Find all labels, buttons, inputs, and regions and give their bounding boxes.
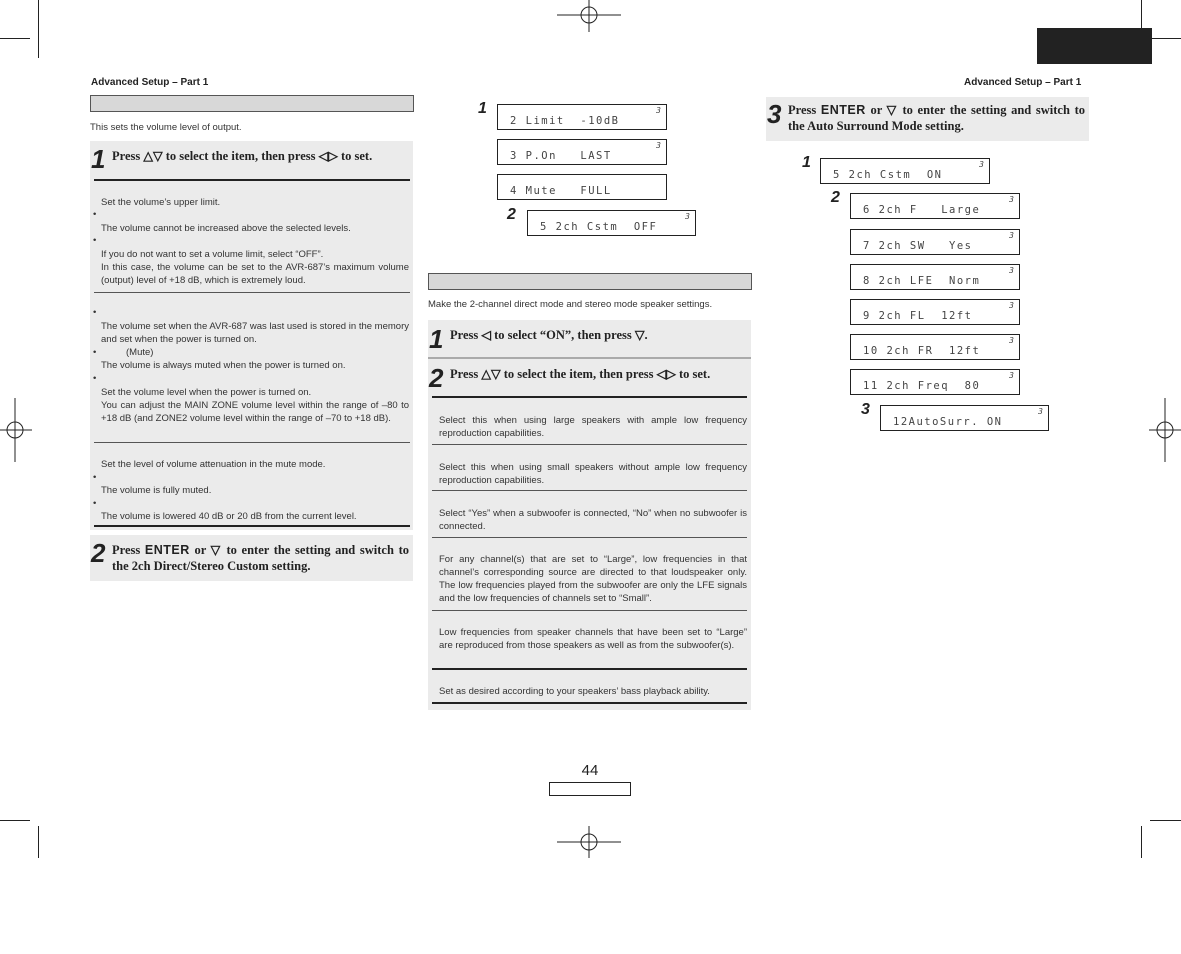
limit-option-text: If you do not want to set a volume limit, select “OFF”. xyxy=(101,249,324,260)
crop-mark xyxy=(38,0,39,58)
left-step2-text: Press ENTER or ▽ to enter the setting and switch to the 2ch Direct/Stereo Custom setting. xyxy=(112,543,409,573)
lcd-display: 10 2ch FR 12ft 3 xyxy=(850,334,1020,360)
divider xyxy=(94,525,410,527)
power-on-option-label: (Mute) xyxy=(126,347,154,358)
power-on-option-text: You can adjust the MAIN ZONE volume level within the range of –80 to +18 dB (and ZONE2 volume level within the range of –70 to +18 dB). xyxy=(101,400,409,424)
page-header-left: Advanced Setup – Part 1 xyxy=(91,77,209,88)
step-number: 1 xyxy=(91,144,106,174)
power-on-option-text: The volume set when the AVR-687 was last used is stored in the memory and set when the power is turned on. xyxy=(101,321,409,345)
registration-mark-icon xyxy=(0,398,32,462)
limit-option-text: The volume cannot be increased above the selected levels. xyxy=(101,223,351,234)
lcd-display: 12AutoSurr. ON 3 xyxy=(880,405,1049,431)
step-number: 2 xyxy=(91,538,106,568)
step-number: 1 xyxy=(429,324,444,354)
bullet-icon: • xyxy=(93,209,97,220)
down-arrow-icon: ▽ xyxy=(210,543,222,557)
display-step-label: 1 xyxy=(802,154,811,171)
right-arrow-icon: ▷ xyxy=(666,367,676,381)
middle-step1-text: Press ◁ to select “ON”, then press ▽. xyxy=(450,328,648,342)
crop-mark xyxy=(0,38,30,39)
lcd-display: 5 2ch Cstm ON 3 xyxy=(820,158,990,184)
left-step1-text: Press △▽ to select the item, then press ◁▷ to set. xyxy=(112,149,373,163)
lcd-display: 6 2ch F Large 3 xyxy=(850,193,1020,219)
crop-mark xyxy=(0,820,30,821)
mute-option-text: The volume is fully muted. xyxy=(101,485,212,496)
bullet-icon: • xyxy=(93,235,97,246)
page-header-right: Advanced Setup – Part 1 xyxy=(964,77,1082,88)
step-number: 2 xyxy=(429,363,444,393)
lcd-display: 11 2ch Freq 80 3 xyxy=(850,369,1020,395)
middle-intro: Make the 2-channel direct mode and stereo mode speaker settings. xyxy=(428,299,713,310)
lcd-display: 4 Mute FULL xyxy=(497,174,667,200)
down-arrow-icon: ▽ xyxy=(491,367,501,381)
display-step-label: 1 xyxy=(478,100,487,117)
crop-mark xyxy=(1141,826,1142,858)
crop-mark xyxy=(1150,820,1181,821)
limit-option-text: In this case, the volume can be set to the AVR-687’s maximum volume (output) level of +18 dB, which is extremely loud. xyxy=(101,262,409,286)
lcd-display: 7 2ch SW Yes 3 xyxy=(850,229,1020,255)
speaker-option-text: For any channel(s) that are set to “Large”, low frequencies in that channel’s corresponding source are directed to that loudspeaker only. The low frequencies played from the subwoofer are only the LFE signals and the low frequencies of channels set to “Small”. xyxy=(439,554,747,604)
lcd-display: 3 P.On LAST 3 xyxy=(497,139,667,165)
enter-key-label: ENTER xyxy=(144,543,190,557)
registration-mark-icon xyxy=(1149,398,1181,462)
up-arrow-icon: △ xyxy=(143,149,153,163)
divider xyxy=(432,668,747,670)
up-arrow-icon: △ xyxy=(481,367,491,381)
left-arrow-icon: ◁ xyxy=(481,328,491,342)
crop-mark xyxy=(38,826,39,858)
divider xyxy=(94,442,410,443)
divider xyxy=(432,490,747,491)
right-arrow-icon: ▷ xyxy=(328,149,338,163)
bullet-icon: • xyxy=(93,498,97,509)
right-step3-text: Press ENTER or ▽ to enter the setting and switch to the Auto Surround Mode setting. xyxy=(788,103,1085,133)
bullet-icon: • xyxy=(93,307,97,318)
divider xyxy=(432,537,747,538)
speaker-option-text: Select this when using small speakers without ample low frequency reproduction capabilities. xyxy=(439,462,747,486)
divider xyxy=(432,702,747,704)
lcd-display: 8 2ch LFE Norm 3 xyxy=(850,264,1020,290)
bullet-icon: • xyxy=(93,373,97,384)
down-arrow-icon: ▽ xyxy=(634,328,645,342)
divider xyxy=(94,292,410,293)
speaker-option-text: Set as desired according to your speakers’ bass playback ability. xyxy=(439,686,710,697)
page-number-box xyxy=(549,782,631,796)
speaker-option-text: Select “Yes” when a subwoofer is connected, “No” when no subwoofer is connected. xyxy=(439,508,747,532)
display-step-label: 3 xyxy=(861,401,870,418)
divider xyxy=(94,179,410,181)
divider xyxy=(432,396,747,398)
down-arrow-icon: ▽ xyxy=(886,103,898,117)
middle-step2-text: Press △▽ to select the item, then press ◁▷ to set. xyxy=(450,367,711,381)
middle-step2-panel xyxy=(428,359,751,710)
registration-mark-icon xyxy=(557,0,621,32)
section-heading-bar xyxy=(90,95,414,112)
power-on-option-text: Set the volume level when the power is turned on. xyxy=(101,387,312,398)
section-heading-bar xyxy=(428,273,752,290)
crop-mark xyxy=(1150,38,1181,39)
divider xyxy=(432,610,747,611)
power-on-option-text: The volume is always muted when the power is turned on. xyxy=(101,360,346,371)
display-step-label: 2 xyxy=(831,189,840,206)
divider xyxy=(432,444,747,445)
page-number: 44 xyxy=(581,762,599,779)
registration-mark-icon xyxy=(557,826,621,858)
left-arrow-icon: ◁ xyxy=(318,149,329,163)
limit-description: Set the volume’s upper limit. xyxy=(101,197,221,208)
mute-description: Set the level of volume attenuation in the mute mode. xyxy=(101,459,326,470)
lcd-display: 5 2ch Cstm OFF 3 xyxy=(527,210,696,236)
speaker-option-text: Low frequencies from speaker channels that have been set to “Large” are reproduced from those speakers as well as from the subwoofer(s). xyxy=(439,627,747,651)
bullet-icon: • xyxy=(93,472,97,483)
enter-key-label: ENTER xyxy=(820,103,866,117)
left-intro: This sets the volume level of output. xyxy=(90,122,242,133)
lcd-display: 2 Limit -10dB 3 xyxy=(497,104,667,130)
speaker-option-text: Select this when using large speakers with ample low frequency reproduction capabilities. xyxy=(439,415,747,439)
down-arrow-icon: ▽ xyxy=(153,149,163,163)
lcd-display: 9 2ch FL 12ft 3 xyxy=(850,299,1020,325)
left-arrow-icon: ◁ xyxy=(656,367,667,381)
mute-option-text: The volume is lowered 40 dB or 20 dB from the current level. xyxy=(101,511,357,522)
language-tab xyxy=(1037,28,1152,64)
step-number: 3 xyxy=(767,99,782,129)
bullet-icon: • xyxy=(93,347,97,358)
display-step-label: 2 xyxy=(507,206,516,223)
